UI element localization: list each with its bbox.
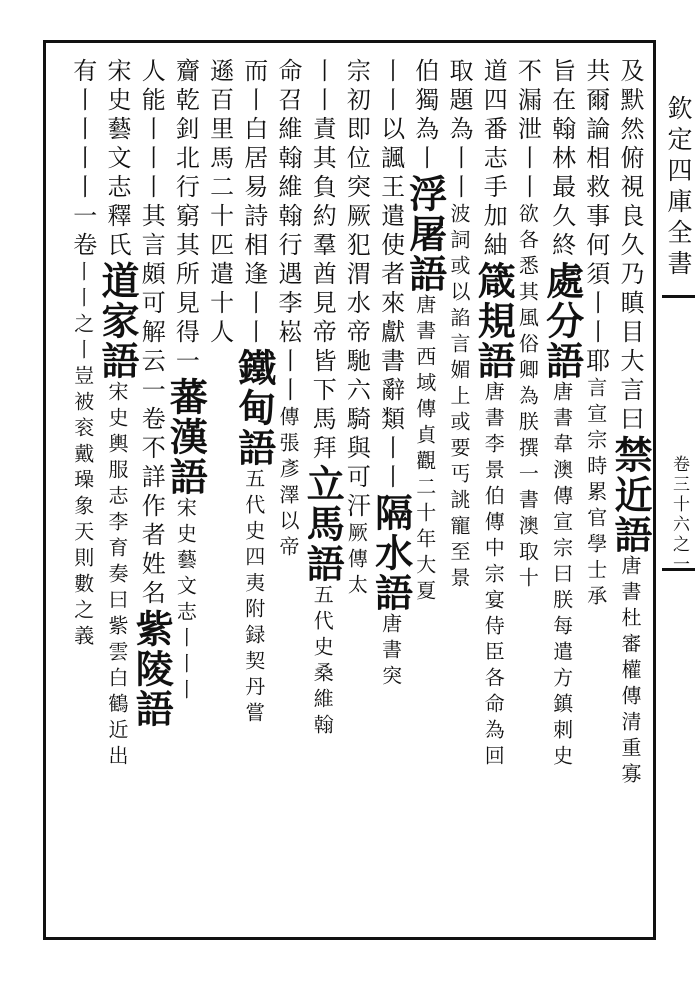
body-text: 王遣使者來獻書辭類丨丨 [376,174,405,493]
body-text: 人能丨丨丨其言頗可解云 [137,58,166,377]
body-text: 齎乾釗北行窮其所見得一 [171,58,200,377]
body-text: 遜百里馬二十匹遣十人 [205,58,234,348]
entry-heading: 立馬語 [300,464,346,584]
body-text: 宋史藝文志釋氏 [103,58,131,261]
annotation-text: 唐書韋澳傳宣宗曰朕每遣方鎮刺史 [549,381,574,771]
annotation-text: 宋史輿服志李育奏曰紫雲白鶴近出 [105,381,129,771]
entry-heading: 蕃漢語 [163,377,209,497]
body-text: 有丨丨丨丨一卷 [68,58,97,261]
body-text: 命召維翰維翰行遇李崧丨丨 [274,58,302,406]
body-text: 而丨白居易詩相逢丨丨 [239,58,268,348]
body-text: 伯獨為丨 [410,58,439,174]
book-margin-band [662,40,695,940]
body-text: 道四番志手加紬 [479,58,508,261]
annotation-text: 傳張彥澤以帝 [276,406,300,562]
text-column [163,58,209,705]
entry-heading: 隔水語 [368,493,414,613]
text-column [608,58,653,789]
annotation-text: 厥傳太 [344,522,369,600]
text-column [300,58,346,740]
text-column [95,58,140,771]
annotation-text: 丨丨之丨豈被衮戴璪象天則數之義 [70,261,95,651]
annotation-text: 唐書杜審權傳清重寡 [618,555,642,789]
book-title: 欽定四庫全書 [664,95,693,281]
entry-heading: 紫陵語 [129,609,175,729]
annotation-text: 唐書西域傳貞觀二十年大夏 [412,294,437,606]
entry-heading: 處分語 [539,261,585,381]
chapter-label: 卷三十六之一 [669,455,689,575]
annotation-text: 五代史桑維翰 [310,584,335,740]
body-text: 丨丨責其負約羣酋見帝皆下馬拜 [308,58,337,464]
body-text: 不漏泄丨丨 [513,58,542,203]
text-column [440,58,478,593]
entry-heading: 禁近語 [608,435,653,555]
annotation-text: 言宣宗時累官學士承 [583,377,608,611]
body-text: 一卷不詳作者姓名 [137,377,166,609]
body-text: 共爾論相救事何須丨丨耶 [581,58,610,377]
annotation-text: 唐書突 [378,613,403,691]
text-column [231,58,277,728]
text-column [471,58,517,771]
annotation-text: 唐書李景伯傳中宗宴侍臣各命為回 [481,381,506,771]
text-column [201,58,239,348]
body-text: 及默然俯視良久乃瞋目大言曰 [616,58,644,435]
text-column [368,58,414,691]
margin-divider [662,295,695,298]
annotation-text: 欲各悉其風俗卿為朕撰一書澳取十 [515,203,540,593]
entry-heading: 箴規語 [471,261,517,381]
body-text: 取題為丨丨 [445,58,473,203]
text-column [129,58,175,729]
entry-heading: 道家語 [95,261,140,381]
text-column [64,58,102,651]
body-text: 宗初即位突厥犯渭水帝馳六騎與可汗 [342,58,371,522]
entry-heading: 鐵甸語 [231,348,277,468]
text-column [539,58,585,771]
entry-heading: 浮屠語 [402,174,448,294]
annotation-text: 宋史藝文志丨丨丨 [173,497,198,705]
body-text: 旨在翰林最久終 [547,58,576,261]
annotation-text: 波詞或以諂言媚上或要丐誂寵至景 [447,203,471,593]
annotation-text: 五代史四夷附録契丹嘗 [241,468,266,728]
body-text: 丨丨以諷 [376,58,405,174]
text-column [269,58,307,562]
